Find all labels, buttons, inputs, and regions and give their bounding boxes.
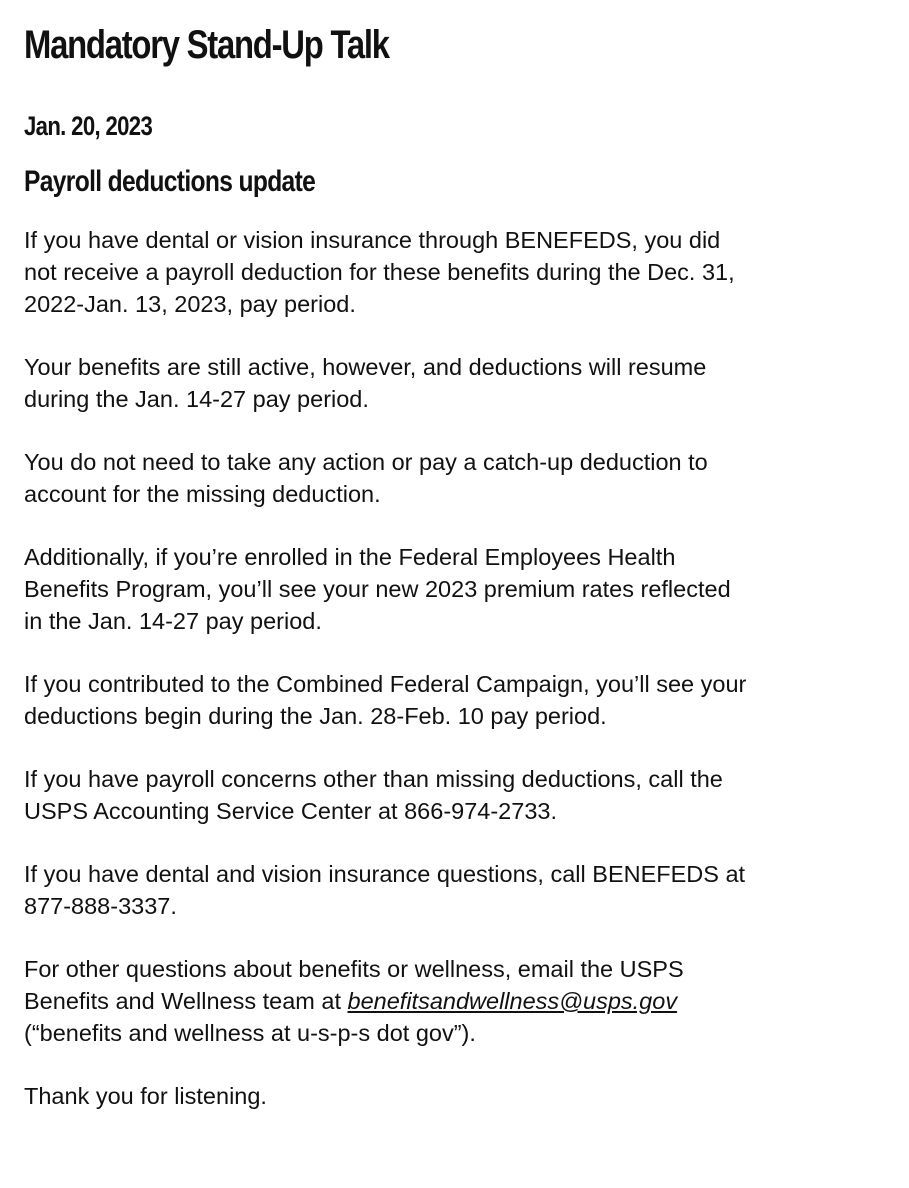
text-line: Benefits Program, you’ll see your new 2023 premium rates reflected [24,576,731,602]
page-title: Mandatory Stand-Up Talk [24,23,389,67]
paragraph-benefeds-deduction [24,224,894,320]
text-line: Your benefits are still active, however, and deductions will resume [24,354,707,380]
text-line: Additionally, if you’re enrolled in the Federal Employees Health [24,544,676,570]
paragraph-fehb-rates [24,541,894,637]
text-line: If you contributed to the Combined Federal Campaign, you’ll see your [24,671,747,697]
text-line: deductions begin during the Jan. 28-Feb. 10 pay period. [24,703,607,729]
text-line: 2022-Jan. 13, 2023, pay period. [24,291,356,317]
document-date: Jan. 20, 2023 [24,111,153,141]
text-line: Thank you for listening. [24,1083,267,1109]
text-line: (“benefits and wellness at u-s-p-s dot gov”). [24,1020,476,1046]
text-line: You do not need to take any action or pay a catch-up deduction to [24,449,708,475]
paragraph-benefits-active [24,351,894,415]
text-line: USPS Accounting Service Center at 866-974-2733. [24,798,557,824]
text-line: 877-888-3337. [24,893,177,919]
paragraph-benefeds-questions [24,858,894,922]
text-line: in the Jan. 14-27 pay period. [24,608,322,634]
text-line: account for the missing deduction. [24,481,381,507]
paragraph-no-action [24,446,894,510]
text-line: If you have payroll concerns other than missing deductions, call the [24,766,723,792]
paragraph-closing [24,1080,894,1112]
text-line: If you have dental or vision insurance through BENEFEDS, you did [24,227,721,253]
paragraph-payroll-concerns [24,763,894,827]
section-heading: Payroll deductions update [24,165,316,198]
text-line: during the Jan. 14-27 pay period. [24,386,369,412]
text-segment: Benefits and Wellness team at [24,988,348,1014]
document-page [24,20,894,1112]
text-line: not receive a payroll deduction for these benefits during the Dec. 31, [24,259,735,285]
email-link[interactable]: benefitsandwellness@usps.gov [347,988,678,1014]
paragraph-other-questions [24,953,894,1049]
paragraph-cfc [24,668,894,732]
text-line: If you have dental and vision insurance questions, call BENEFEDS at [24,861,746,887]
text-line [24,985,894,1017]
text-line: For other questions about benefits or wellness, email the USPS [24,956,684,982]
